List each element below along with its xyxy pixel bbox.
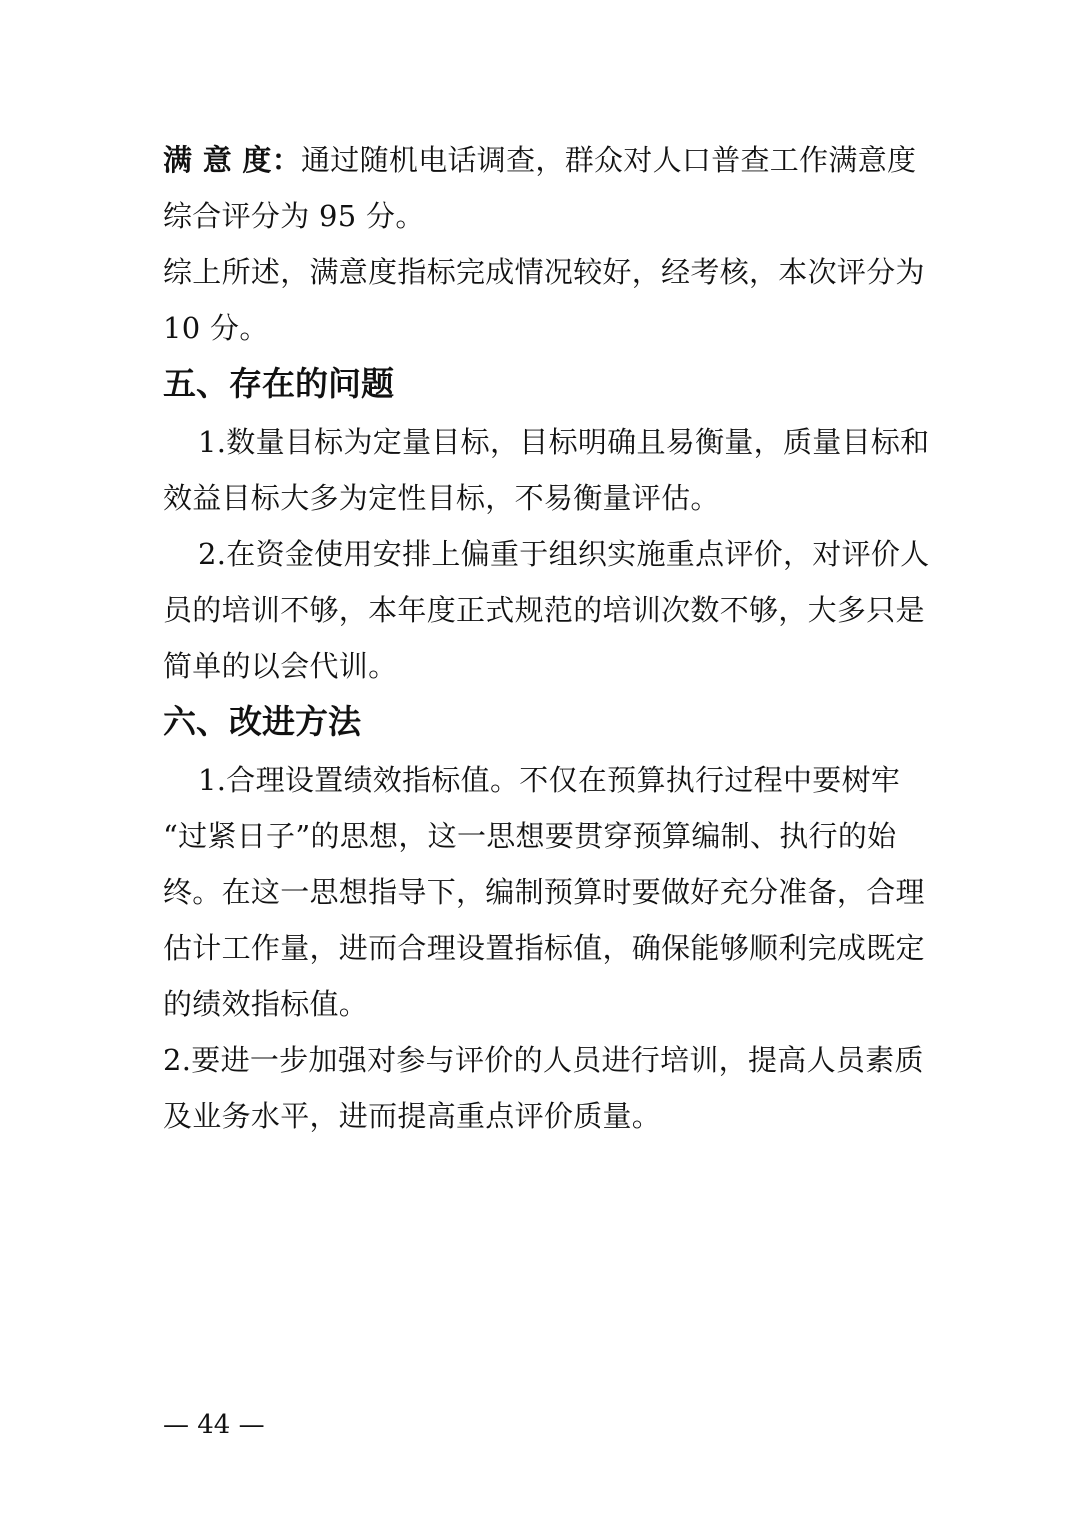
problem-1-line-1: 1.数量目标为定量目标，目标明确且易衡量，质量目标和 [198,425,930,459]
improvement-1-line-3: 终。在这一思想指导下，编制预算时要做好充分准备，合理 [163,875,925,909]
summary-line-1: 综上所述，满意度指标完成情况较好，经考核，本次评分为 [163,255,925,289]
summary-line-2: 10 分。 [163,311,269,345]
problem-2-line-2: 员的培训不够，本年度正式规范的培训次数不够，大多只是 [163,593,925,627]
satisfaction-line-2: 综合评分为 95 分。 [163,199,425,233]
improvement-1-line-4: 估计工作量，进而合理设置指标值，确保能够顺利完成既定 [163,931,925,965]
improvement-1-line-1: 1.合理设置绩效指标值。不仅在预算执行过程中要树牢 [198,763,901,797]
satisfaction-label: 满 意 度： [163,143,301,177]
problem-2-line-1: 2.在资金使用安排上偏重于组织实施重点评价，对评价人 [198,537,930,571]
problem-2-line-3: 简单的以会代训。 [163,649,398,683]
problem-1-line-2: 效益目标大多为定性目标，不易衡量评估。 [163,481,720,515]
improvement-2-line-1: 2.要进一步加强对参与评价的人员进行培训，提高人员素质 [163,1043,924,1077]
improvement-1-line-2: “过紧日子”的思想，这一思想要贯穿预算编制、执行的始 [163,819,897,853]
satisfaction-line-1 [163,140,917,180]
page-number: — 44 — [163,1410,265,1440]
section-heading-improvements: 六、改进方法 [163,702,361,741]
section-heading-problems: 五、存在的问题 [163,364,394,403]
satisfaction-text: 通过随机电话调查，群众对人口普查工作满意度 [301,143,917,177]
improvement-1-line-5: 的绩效指标值。 [163,987,369,1021]
improvement-2-line-2: 及业务水平，进而提高重点评价质量。 [163,1099,662,1133]
